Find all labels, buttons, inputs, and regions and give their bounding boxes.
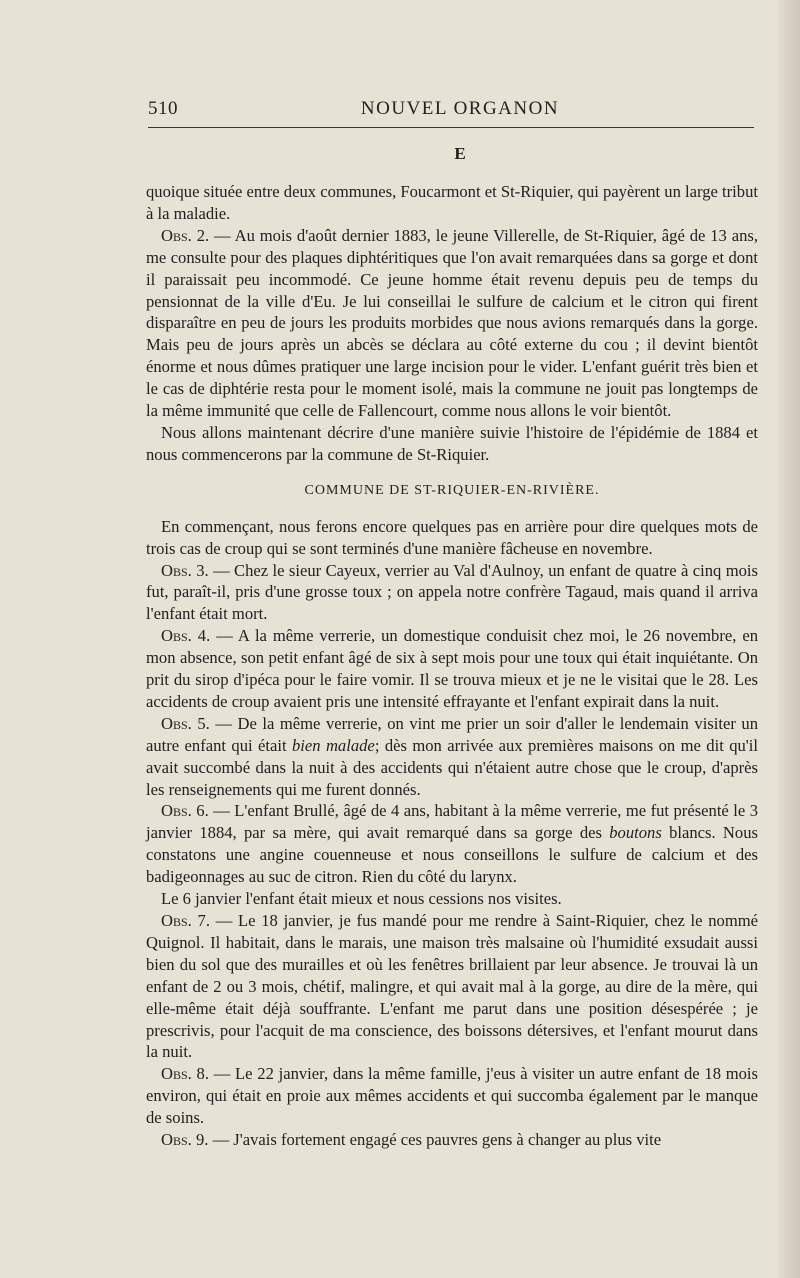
body-text [146,181,758,1151]
page-number: 510 [148,98,178,119]
obs-label: Obs. 5. [161,713,210,733]
paragraph: Nous allons maintenant décrire d'une manière suivie l'histoire de l'épidémie de 1884 et nous commencerons par la commune de St-Riquier. [146,422,758,464]
obs-label: Obs. 9. [161,1130,209,1150]
paragraph-obs-8 [146,1063,758,1129]
paragraph-obs-3 [146,560,758,626]
obs-label: Obs. 7. [161,911,210,930]
paragraph: En commençant, nous ferons encore quelques pas en arrière pour dire quelques mots de trois cas de croup qui se sont terminés d'une manière fâcheuse en novembre. [146,516,758,558]
italic-phrase: boutons [609,823,662,843]
running-title: NOUVEL ORGANON [360,98,560,119]
paragraph-obs-6 [146,800,758,888]
obs-label: Obs. 3. [161,560,209,580]
paragraph-text: — Chez le sieur Cayeux, verrier au Val d'Aulnoy, un enfant de quatre à cinq mois fut, paraît-il, pris d'une grosse toux ; on appela notre confrère Tagaud, mais quand il arriva l'enfant était mort. [146,560,758,624]
paragraph-text: — De la même verrerie, on vint me prier un soir d'aller le lendemain visiter un autre enfant qui était [146,713,759,755]
paragraph-text: — Le 22 janvier, dans la même famille, j'eus à visiter un autre enfant de 18 mois environ, qui était en proie aux mêmes accidents et qui succomba également par le manque de soins. [146,1064,758,1128]
obs-label: Obs. 6. [161,801,209,821]
obs-label: Obs. 8. [161,1064,209,1084]
obs-label: Obs. 2. [161,225,210,245]
paragraph: Le 6 janvier l'enfant était mieux et nous cessions nos visites. [161,889,562,909]
header-rule [148,127,754,128]
paragraph-text: — Le 18 janvier, je fus mandé pour me rendre à Saint-Riquier, chez le nommé Quignol. Il habitait, dans le marais, une maison très malsaine où l'humidité exsudait aussi bien du sol que des murailles et où les fenêtres brillaient par leur absence. Je trouvai là un enfant de 2 ou 3 mois, chétif, malingre, et qui avait mal à la gorge, au dire de la mère, qui elle-même était déjà souffrante. L'enfant me parut dans une position désespérée ; je prescrivis, pour l'acquit de ma conscience, des boissons détersives, et l'enfant mourut dans la nuit. [146,911,759,1062]
paragraph-text: — Au mois d'août dernier 1883, le jeune Villerelle, de St-Riquier, âgé de 13 ans, me consulte pour des plaques diphtéritiques que l'on avait remarquées dans sa gorge et dont il paraissait peu incommodé. Ce jeune homme était revenu depuis peu de temps du pensionnat de la ville d'Eu. Je lui conseillai le sulfure de calcium et le citron qui firent disparaître en peu de jours les produits morbides que nous avions remarqués dans la gorge. Mais peu de jours après un abcès se déclara au côté externe du cou ; il devint bientôt énorme et nous dûmes pratiquer une large incision pour le vider. L'enfant guérit très bien et le cas de diphtérie resta pour le moment isolé, mais la commune ne jouit pas longtemps de la même immunité que celle de Fallencourt, comme nous allons le voir bientôt. [146,225,758,421]
paragraph-obs-5 [146,713,758,801]
paragraph-text: ; dès mon arrivée aux premières maisons on me dit qu'il avait succombé dans la nuit à des accidents qui n'étaient autre chose que le croup, d'après les renseignements qui me furent donnés. [146,735,758,799]
paragraph-obs-9 [146,1129,758,1151]
page-edge-shadow [778,0,800,1278]
paragraph-obs-7 [146,910,758,1063]
section-heading: COMMUNE DE ST-RIQUIER-EN-RIVIÈRE. [304,482,600,498]
paragraph-text: — L'enfant Brullé, âgé de 4 ans, habitant à la même verrerie, me fut présenté le 3 janvier 1884, par sa mère, qui avait remarqué dans sa gorge des [146,801,758,843]
paragraph-obs-2 [146,225,758,422]
italic-phrase: bien malade [291,735,375,755]
paragraph-obs-4 [146,625,758,713]
paragraph-text: — A la même verrerie, un domestique conduisit chez moi, le 26 novembre, en mon absence, son petit enfant âgé de six à sept mois pour une toux qui était inquiétante. On prit du sirop d'ipéca pour le faire vomir. Il se trouva mieux et je ne le visitai que le 28. Les accidents de croup avaient pris une intensité effrayante et l'enfant expirait dans la nuit. [146,626,759,711]
obs-label: Obs. 4. [161,626,211,646]
signature-mark: E [454,144,466,163]
paragraph-text: — J'avais fortement engagé ces pauvres gens à changer au plus vite [212,1130,662,1150]
paragraph-text: blancs. Nous constatons une angine couenneuse et nous conseillons le sulfure de calcium et des badigeonnages au suc de citron. Rien du côté du larynx. [146,823,758,887]
paragraph: quoique située entre deux communes, Foucarmont et St-Riquier, qui payèrent un large tribut à la maladie. [146,182,758,223]
